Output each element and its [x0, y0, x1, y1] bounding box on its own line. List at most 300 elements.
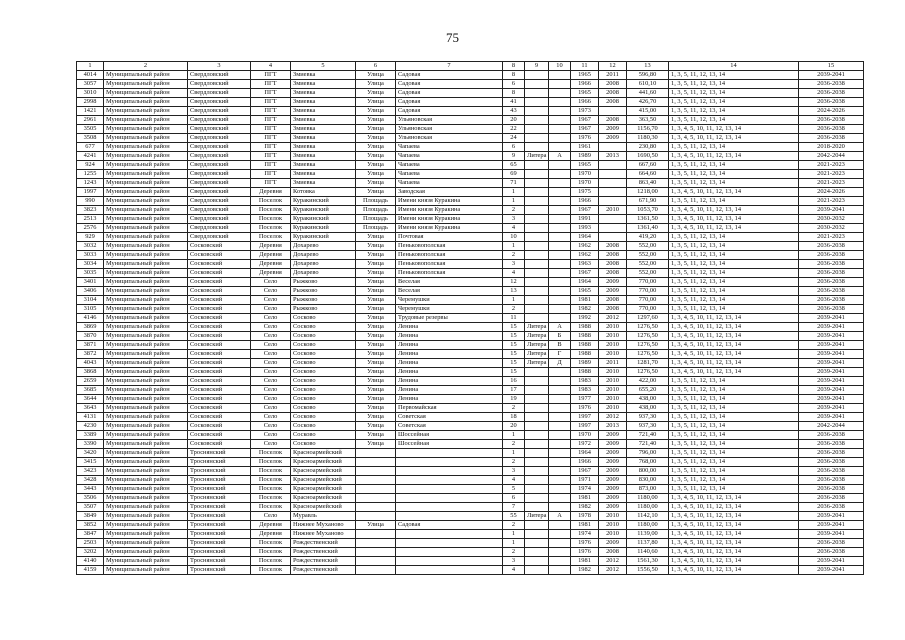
- table-row: [77, 548, 864, 557]
- table-cell: Муниципальный район: [104, 269, 188, 278]
- table-row: [77, 278, 864, 287]
- table-cell: 924: [77, 161, 104, 170]
- table-cell: 1243: [77, 179, 104, 188]
- table-cell: [599, 179, 627, 188]
- table-cell: [549, 179, 571, 188]
- table-cell: 2036-2038: [799, 539, 864, 548]
- table-cell: ПГТ: [251, 170, 291, 179]
- table-cell: [396, 566, 503, 575]
- table-cell: 2009: [599, 449, 627, 458]
- table-cell: [396, 476, 503, 485]
- table-cell: 12: [503, 278, 525, 287]
- table-cell: Сосково: [291, 350, 356, 359]
- table-cell: 1982: [571, 503, 599, 512]
- table-cell: 768,00: [627, 458, 669, 467]
- table-cell: 2009: [599, 476, 627, 485]
- table-cell: Муниципальный район: [104, 224, 188, 233]
- table-cell: Муниципальный район: [104, 359, 188, 368]
- table-cell: 2036-2038: [799, 251, 864, 260]
- table-cell: 1: [503, 197, 525, 206]
- table-cell: Свердловский: [188, 197, 251, 206]
- table-cell: 770,00: [627, 305, 669, 314]
- table-cell: [549, 503, 571, 512]
- table-cell: [396, 548, 503, 557]
- table-row: [77, 566, 864, 575]
- table-cell: 4241: [77, 152, 104, 161]
- table-cell: [549, 251, 571, 260]
- table-cell: [525, 71, 549, 80]
- table-cell: 677: [77, 143, 104, 152]
- table-cell: 2010: [599, 395, 627, 404]
- table-cell: Красноармейский: [291, 449, 356, 458]
- table-cell: [599, 107, 627, 116]
- table-cell: 2012: [599, 314, 627, 323]
- table-cell: Муниципальный район: [104, 116, 188, 125]
- table-cell: Ленина: [396, 341, 503, 350]
- table-cell: 1, 3, 4, 5, 10, 11, 12, 13, 14: [669, 125, 799, 134]
- table-cell: Сосковский: [188, 260, 251, 269]
- table-cell: 596,80: [627, 71, 669, 80]
- table-cell: 2008: [599, 251, 627, 260]
- table-cell: Село: [251, 404, 291, 413]
- table-cell: 3849: [77, 512, 104, 521]
- table-body: [77, 71, 864, 575]
- table-row: [77, 170, 864, 179]
- table-row: [77, 89, 864, 98]
- table-cell: Ульяновская: [396, 125, 503, 134]
- table-cell: Поселок: [251, 215, 291, 224]
- table-cell: 1, 3, 5, 11, 12, 13, 14: [669, 287, 799, 296]
- table-cell: 4014: [77, 71, 104, 80]
- table-cell: 1983: [571, 386, 599, 395]
- table-cell: Садовая: [396, 98, 503, 107]
- table-cell: 1, 3, 5, 11, 12, 13, 14: [669, 377, 799, 386]
- table-row: [77, 215, 864, 224]
- table-cell: 863,40: [627, 179, 669, 188]
- table-cell: 3420: [77, 449, 104, 458]
- table-cell: 3035: [77, 269, 104, 278]
- table-cell: 2009: [599, 458, 627, 467]
- table-cell: 937,30: [627, 422, 669, 431]
- table-cell: 2018-2020: [799, 143, 864, 152]
- table-cell: Свердловский: [188, 161, 251, 170]
- table-cell: Сосковский: [188, 332, 251, 341]
- table-cell: 1978: [571, 512, 599, 521]
- table-cell: 4140: [77, 557, 104, 566]
- table-cell: [549, 377, 571, 386]
- table-cell: [396, 449, 503, 458]
- table-cell: Улица: [356, 179, 396, 188]
- table-cell: Троснянский: [188, 530, 251, 539]
- table-cell: Свердловский: [188, 107, 251, 116]
- table-cell: [356, 467, 396, 476]
- table-cell: Улица: [356, 431, 396, 440]
- table-cell: 1: [503, 431, 525, 440]
- table-cell: Муниципальный район: [104, 404, 188, 413]
- table-cell: Г: [549, 350, 571, 359]
- table-cell: 2030-2032: [799, 224, 864, 233]
- table-cell: Пеньковополская: [396, 269, 503, 278]
- table-cell: 3033: [77, 251, 104, 260]
- table-cell: [356, 476, 396, 485]
- table-row: [77, 404, 864, 413]
- table-row: [77, 467, 864, 476]
- table-cell: [525, 431, 549, 440]
- table-cell: 1, 3, 4, 5, 10, 11, 12, 13, 14: [669, 215, 799, 224]
- table-cell: [525, 494, 549, 503]
- table-cell: 2008: [599, 548, 627, 557]
- table-cell: Муниципальный район: [104, 377, 188, 386]
- table-cell: 10: [503, 233, 525, 242]
- table-cell: 2010: [599, 512, 627, 521]
- table-cell: Сосково: [291, 359, 356, 368]
- table-cell: Улица: [356, 98, 396, 107]
- table-cell: 1997: [571, 413, 599, 422]
- table-cell: 800,00: [627, 467, 669, 476]
- table-cell: 2021-2023: [799, 170, 864, 179]
- table-cell: Муниципальный район: [104, 161, 188, 170]
- table-cell: 1971: [571, 476, 599, 485]
- table-cell: 671,90: [627, 197, 669, 206]
- table-cell: 1976: [571, 539, 599, 548]
- table-cell: Поселок: [251, 476, 291, 485]
- table-cell: 2013: [599, 152, 627, 161]
- table-cell: Село: [251, 287, 291, 296]
- table-cell: [549, 539, 571, 548]
- table-cell: Заводская: [396, 188, 503, 197]
- table-cell: 2009: [599, 539, 627, 548]
- table-cell: 1561,30: [627, 557, 669, 566]
- table-cell: [549, 287, 571, 296]
- table-cell: [525, 377, 549, 386]
- table-cell: 1976: [571, 548, 599, 557]
- table-cell: Нижнее Муханово: [291, 530, 356, 539]
- table-cell: Поселок: [251, 539, 291, 548]
- table-cell: [525, 566, 549, 575]
- table-cell: [525, 422, 549, 431]
- table-cell: 9: [503, 152, 525, 161]
- table-cell: Куракинский: [291, 206, 356, 215]
- table-cell: [525, 161, 549, 170]
- table-cell: Свердловский: [188, 125, 251, 134]
- table-cell: 1, 3, 4, 5, 10, 11, 12, 13, 14: [669, 359, 799, 368]
- table-cell: 2012: [599, 557, 627, 566]
- table-cell: [525, 485, 549, 494]
- table-cell: 1988: [571, 368, 599, 377]
- table-cell: Муниципальный район: [104, 332, 188, 341]
- table-cell: 2039-2041: [799, 521, 864, 530]
- table-cell: [599, 143, 627, 152]
- table-cell: [396, 467, 503, 476]
- table-cell: [525, 548, 549, 557]
- table-cell: Поселок: [251, 467, 291, 476]
- table-cell: [549, 314, 571, 323]
- table-cell: 2039-2041: [799, 359, 864, 368]
- table-cell: 1140,60: [627, 548, 669, 557]
- table-cell: 3852: [77, 521, 104, 530]
- table-cell: [525, 539, 549, 548]
- table-cell: Садовая: [396, 80, 503, 89]
- table-cell: 1, 3, 5, 11, 12, 13, 14: [669, 161, 799, 170]
- table-cell: 1297,60: [627, 314, 669, 323]
- table-row: [77, 350, 864, 359]
- table-cell: [549, 296, 571, 305]
- table-cell: 1992: [571, 314, 599, 323]
- table-cell: 1218,00: [627, 188, 669, 197]
- table-cell: 1, 3, 4, 5, 10, 11, 12, 13, 14: [669, 494, 799, 503]
- table-cell: 2: [503, 404, 525, 413]
- table-cell: Черемушки: [396, 296, 503, 305]
- table-cell: 1, 3, 5, 11, 12, 13, 14: [669, 431, 799, 440]
- table-cell: [549, 476, 571, 485]
- table-cell: А: [549, 323, 571, 332]
- table-cell: Муниципальный район: [104, 107, 188, 116]
- table-cell: [549, 143, 571, 152]
- table-cell: 1, 3, 4, 5, 10, 11, 12, 13, 14: [669, 512, 799, 521]
- table-cell: 2036-2038: [799, 503, 864, 512]
- table-cell: [549, 521, 571, 530]
- table-cell: [549, 386, 571, 395]
- table-cell: Муниципальный район: [104, 278, 188, 287]
- table-cell: 1, 3, 5, 11, 12, 13, 14: [669, 71, 799, 80]
- table-cell: 2021-2023: [799, 233, 864, 242]
- table-cell: Литера: [525, 512, 549, 521]
- table-cell: 2039-2041: [799, 386, 864, 395]
- table-cell: Деревня: [251, 521, 291, 530]
- table-cell: [549, 134, 571, 143]
- table-cell: Сосковский: [188, 395, 251, 404]
- table-cell: Свердловский: [188, 89, 251, 98]
- table-cell: 1, 3, 4, 5, 10, 11, 12, 13, 14: [669, 503, 799, 512]
- table-cell: Куракинский: [291, 233, 356, 242]
- table-cell: [356, 566, 396, 575]
- table-cell: [396, 557, 503, 566]
- table-cell: 2042-2044: [799, 422, 864, 431]
- table-cell: 441,60: [627, 89, 669, 98]
- table-cell: Куракинский: [291, 197, 356, 206]
- table-cell: 3415: [77, 458, 104, 467]
- table-cell: 1556,50: [627, 566, 669, 575]
- table-cell: 2036-2038: [799, 125, 864, 134]
- table-cell: [599, 224, 627, 233]
- table-cell: Змиевка: [291, 116, 356, 125]
- table-cell: Муниципальный район: [104, 467, 188, 476]
- table-cell: [549, 125, 571, 134]
- table-cell: 3104: [77, 296, 104, 305]
- table-cell: 20: [503, 116, 525, 125]
- table-cell: 1981: [571, 296, 599, 305]
- table-cell: Муниципальный район: [104, 386, 188, 395]
- table-cell: 2012: [599, 566, 627, 575]
- table-cell: 2011: [599, 359, 627, 368]
- table-cell: В: [549, 341, 571, 350]
- table-cell: 1, 3, 4, 5, 10, 11, 12, 13, 14: [669, 332, 799, 341]
- table-cell: Черемушки: [396, 305, 503, 314]
- table-cell: Улица: [356, 422, 396, 431]
- table-cell: Куракинский: [291, 215, 356, 224]
- table-cell: Змиевка: [291, 89, 356, 98]
- table-cell: 230,80: [627, 143, 669, 152]
- table-cell: Рождественский: [291, 557, 356, 566]
- table-cell: Село: [251, 296, 291, 305]
- table-cell: [549, 494, 571, 503]
- table-cell: Ленина: [396, 350, 503, 359]
- table-cell: 24: [503, 134, 525, 143]
- table-cell: 1965: [571, 71, 599, 80]
- table-cell: 1970: [571, 170, 599, 179]
- table-cell: [549, 404, 571, 413]
- table-cell: 1, 3, 4, 5, 10, 11, 12, 13, 14: [669, 206, 799, 215]
- table-cell: 1, 3, 5, 11, 12, 13, 14: [669, 197, 799, 206]
- table-cell: 2009: [599, 431, 627, 440]
- table-cell: Сосковский: [188, 350, 251, 359]
- table-row: [77, 512, 864, 521]
- table-cell: Муниципальный район: [104, 440, 188, 449]
- table-cell: 1, 3, 5, 11, 12, 13, 14: [669, 386, 799, 395]
- table-cell: Муниципальный район: [104, 80, 188, 89]
- table-cell: [525, 125, 549, 134]
- table-cell: [599, 161, 627, 170]
- table-cell: 2036-2038: [799, 494, 864, 503]
- table-cell: 2012: [599, 413, 627, 422]
- table-cell: Муниципальный район: [104, 350, 188, 359]
- table-cell: Сосково: [291, 404, 356, 413]
- table-cell: 1180,00: [627, 521, 669, 530]
- table-cell: 1962: [571, 242, 599, 251]
- table-row: [77, 503, 864, 512]
- table-cell: Село: [251, 395, 291, 404]
- table-cell: 2039-2041: [799, 512, 864, 521]
- table-cell: [525, 179, 549, 188]
- table-cell: 41: [503, 98, 525, 107]
- table-row: [77, 242, 864, 251]
- table-cell: [549, 449, 571, 458]
- table-cell: Змиевка: [291, 80, 356, 89]
- table-cell: Улица: [356, 341, 396, 350]
- table-cell: [549, 395, 571, 404]
- table-cell: [549, 71, 571, 80]
- table-cell: 1, 3, 5, 11, 12, 13, 14: [669, 80, 799, 89]
- table-cell: 1961: [571, 143, 599, 152]
- table-cell: 2: [503, 440, 525, 449]
- table-cell: 1964: [571, 278, 599, 287]
- table-cell: [599, 188, 627, 197]
- table-cell: Деревня: [251, 260, 291, 269]
- table-cell: Поселок: [251, 233, 291, 242]
- table-cell: 770,00: [627, 278, 669, 287]
- table-row: [77, 332, 864, 341]
- table-cell: 1967: [571, 125, 599, 134]
- table-cell: 1, 3, 4, 5, 10, 11, 12, 13, 14: [669, 314, 799, 323]
- table-cell: Б: [549, 332, 571, 341]
- table-cell: 770,00: [627, 287, 669, 296]
- table-cell: Свердловский: [188, 206, 251, 215]
- table-row: [77, 134, 864, 143]
- table-cell: 721,40: [627, 431, 669, 440]
- table-cell: Улица: [356, 359, 396, 368]
- table-cell: Улица: [356, 350, 396, 359]
- table-cell: Поселок: [251, 197, 291, 206]
- table-cell: 3508: [77, 134, 104, 143]
- table-cell: Улица: [356, 278, 396, 287]
- table-cell: ПГТ: [251, 116, 291, 125]
- table-cell: Литера: [525, 350, 549, 359]
- table-cell: 2036-2038: [799, 485, 864, 494]
- table-cell: [549, 242, 571, 251]
- table-cell: Сосково: [291, 368, 356, 377]
- table-cell: Муниципальный район: [104, 206, 188, 215]
- table-cell: Сосковский: [188, 359, 251, 368]
- table-cell: 2008: [599, 89, 627, 98]
- table-cell: 2961: [77, 116, 104, 125]
- table-cell: [549, 431, 571, 440]
- table-cell: Садовая: [396, 107, 503, 116]
- table-cell: 2008: [599, 305, 627, 314]
- table-cell: Село: [251, 332, 291, 341]
- table-cell: Свердловский: [188, 224, 251, 233]
- table-cell: 8: [503, 71, 525, 80]
- table-cell: 3406: [77, 287, 104, 296]
- table-cell: 1966: [571, 458, 599, 467]
- table-cell: 3390: [77, 440, 104, 449]
- table-cell: [356, 512, 396, 521]
- table-cell: Садовая: [396, 71, 503, 80]
- table-cell: ПГТ: [251, 80, 291, 89]
- table-cell: 2: [503, 206, 525, 215]
- table-cell: [525, 467, 549, 476]
- table-cell: 929: [77, 233, 104, 242]
- table-cell: Ульяновская: [396, 116, 503, 125]
- table-cell: [356, 503, 396, 512]
- table-row: [77, 260, 864, 269]
- table-cell: 1966: [571, 98, 599, 107]
- table-cell: 1988: [571, 323, 599, 332]
- table-cell: ПГТ: [251, 143, 291, 152]
- table-cell: 3443: [77, 485, 104, 494]
- table-row: [77, 314, 864, 323]
- table-cell: [549, 80, 571, 89]
- table-cell: 1988: [571, 350, 599, 359]
- table-cell: [599, 215, 627, 224]
- table-cell: 16: [503, 377, 525, 386]
- table-cell: Муниципальный район: [104, 125, 188, 134]
- table-cell: 2010: [599, 368, 627, 377]
- table-cell: Литера: [525, 323, 549, 332]
- table-cell: Сосковский: [188, 323, 251, 332]
- table-cell: Муниципальный район: [104, 422, 188, 431]
- table-cell: [525, 107, 549, 116]
- table-cell: Улица: [356, 152, 396, 161]
- table-cell: 2008: [599, 260, 627, 269]
- table-cell: Поселок: [251, 566, 291, 575]
- column-number-2: 2: [104, 62, 188, 71]
- table-cell: 2010: [599, 332, 627, 341]
- table-cell: Литера: [525, 341, 549, 350]
- table-cell: Змиевка: [291, 98, 356, 107]
- table-cell: 1, 3, 5, 11, 12, 13, 14: [669, 260, 799, 269]
- table-cell: 2036-2038: [799, 476, 864, 485]
- table-cell: Муниципальный район: [104, 368, 188, 377]
- table-cell: Муниципальный район: [104, 170, 188, 179]
- table-cell: [525, 251, 549, 260]
- table-cell: Троснянский: [188, 503, 251, 512]
- table-cell: 655,20: [627, 386, 669, 395]
- table-cell: 2036-2038: [799, 431, 864, 440]
- table-cell: 1, 3, 4, 5, 10, 11, 12, 13, 14: [669, 341, 799, 350]
- table-cell: 3032: [77, 242, 104, 251]
- table-cell: [599, 233, 627, 242]
- table-cell: Свердловский: [188, 233, 251, 242]
